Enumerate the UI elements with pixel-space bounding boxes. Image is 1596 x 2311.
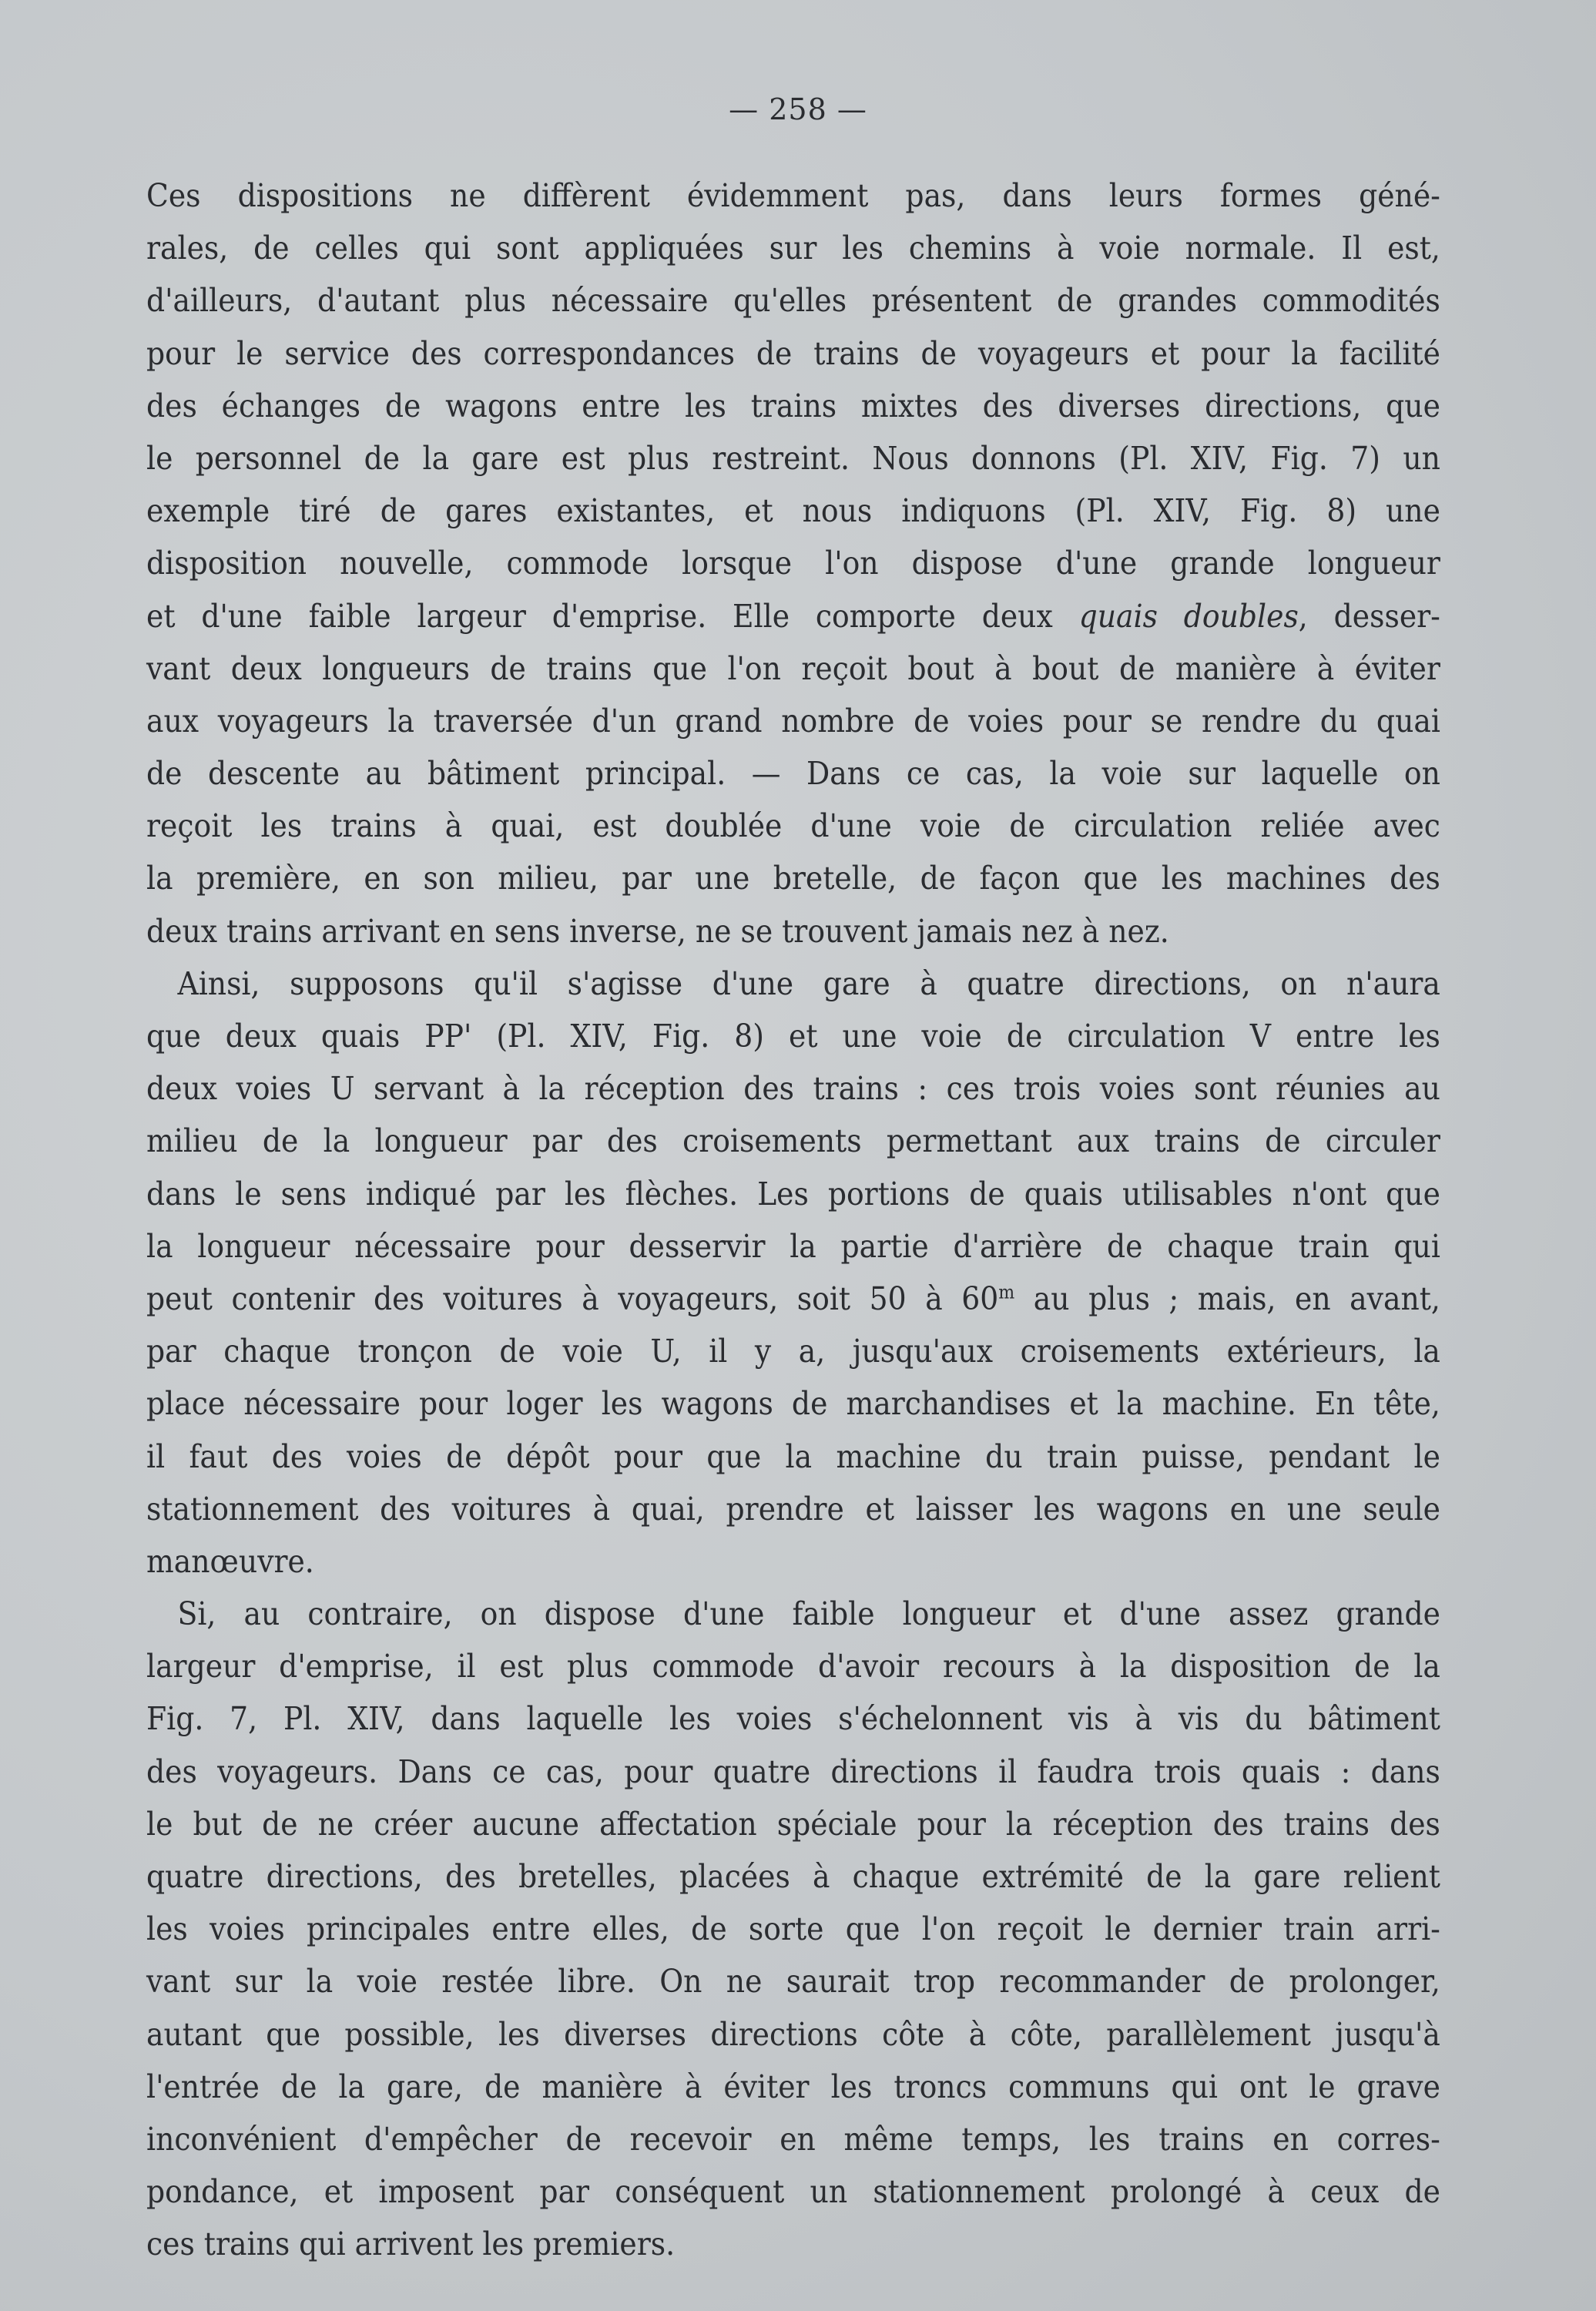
text-line: des voyageurs. Dans ce cas, pour quatre directions il faudra trois quais : dans: [146, 1753, 1440, 1790]
text-line: que deux quais PP' (Pl. XIV, Fig. 8) et une voie de circulation V entre les: [146, 1018, 1440, 1055]
text-line: l'entrée de la gare, de manière à éviter les troncs communs qui ont le grave: [146, 2068, 1440, 2105]
text-line: ces trains qui arrivent les premiers.: [146, 2225, 676, 2263]
text-line: peut contenir des voitures à voyageurs, soit 50 à 60$^m$ au plus ; mais, en avant,: [146, 1280, 1440, 1317]
text-line: dans le sens indiqué par les flèches. Les portions de quais utilisables n'ont que: [146, 1175, 1440, 1213]
paragraph: [146, 1588, 1440, 2270]
text-line: il faut des voies de dépôt pour que la machine du train puisse, pendant le: [146, 1437, 1440, 1475]
text-line: largeur d'emprise, il est plus commode d'avoir recours à la disposition de la: [146, 1648, 1440, 1685]
text-line: le personnel de la gare est plus restreint. Nous donnons (Pl. XIV, Fig. 7) un: [146, 439, 1440, 477]
text-line: pour le service des correspondances de trains de voyageurs et pour la facilité: [146, 334, 1440, 372]
text-line: aux voyageurs la traversée d'un grand nombre de voies pour se rendre du quai: [146, 702, 1440, 740]
text-line: deux voies U servant à la réception des trains : ces trois voies sont réunies au: [146, 1070, 1440, 1108]
text-line: pondance, et imposent par conséquent un stationnement prolongé à ceux de: [146, 2173, 1440, 2211]
text-line: deux trains arrivant en sens inverse, ne se trouvent jamais nez à nez.: [146, 912, 1169, 950]
page-number: — 258 —: [729, 92, 867, 126]
text-line: le but de ne créer aucune affectation spéciale pour la réception des trains des: [146, 1805, 1440, 1843]
text-line: reçoit les trains à quai, est doublée d'une voie de circulation reliée avec: [146, 807, 1440, 845]
text-line: de descente au bâtiment principal. — Dans ce cas, la voie sur laquelle on: [146, 755, 1440, 793]
text-line: manœuvre.: [146, 1542, 314, 1580]
text-line: milieu de la longueur par des croisements permettant aux trains de circuler: [146, 1122, 1440, 1160]
text-line: Ainsi, supposons qu'il s'agisse d'une gare à quatre directions, on n'aura: [177, 964, 1440, 1002]
text-line: autant que possible, les diverses directions côte à côte, parallèlement jusqu'à: [146, 2015, 1440, 2053]
text-line: place nécessaire pour loger les wagons de marchandises et la machine. En tête,: [146, 1385, 1440, 1423]
text-line: les voies principales entre elles, de sorte que l'on reçoit le dernier train arri-: [146, 1910, 1440, 1948]
text-line: inconvénient d'empêcher de recevoir en même temps, les trains en corres-: [146, 2120, 1440, 2158]
text-line: des échanges de wagons entre les trains mixtes des diverses directions, que: [146, 387, 1440, 424]
text-line: disposition nouvelle, commode lorsque l'on dispose d'une grande longueur: [146, 545, 1440, 582]
paragraph: [146, 958, 1440, 1588]
text-line: et d'une faible largeur d'emprise. Elle comporte deux quais doubles, desser-: [146, 597, 1440, 635]
text-line: rales, de celles qui sont appliquées sur les chemins à voie normale. Il est,: [146, 230, 1440, 267]
text-line: quatre directions, des bretelles, placées à chaque extrémité de la gare relient: [146, 1858, 1440, 1895]
text-line: Ces dispositions ne diffèrent évidemment pas, dans leurs formes géné-: [146, 177, 1440, 214]
text-line: vant sur la voie restée libre. On ne saurait trop recommander de prolonger,: [146, 1963, 1440, 2001]
text-line: stationnement des voitures à quai, prendre et laisser les wagons en une seule: [146, 1490, 1440, 1528]
italic-term: quais doubles: [1078, 597, 1299, 635]
text-line: Si, au contraire, on dispose d'une faible longueur et d'une assez grande: [177, 1595, 1440, 1633]
text-line: exemple tiré de gares existantes, et nous indiquons (Pl. XIV, Fig. 8) une: [146, 492, 1440, 530]
unit-superscript: m: [998, 1281, 1015, 1303]
text-line: par chaque tronçon de voie U, il y a, jusqu'aux croisements extérieurs, la: [146, 1333, 1440, 1370]
body-text: [146, 169, 1440, 2271]
text-line: d'ailleurs, d'autant plus nécessaire qu'elles présentent de grandes commodités: [146, 282, 1440, 320]
text-line: la première, en son milieu, par une bretelle, de façon que les machines des: [146, 860, 1440, 897]
paragraph: [146, 169, 1440, 958]
text-line: vant deux longueurs de trains que l'on reçoit bout à bout de manière à éviter: [146, 649, 1440, 687]
text-line: la longueur nécessaire pour desservir la partie d'arrière de chaque train qui: [146, 1227, 1440, 1265]
text-line: Fig. 7, Pl. XIV, dans laquelle les voies s'échelonnent vis à vis du bâtiment: [146, 1700, 1440, 1738]
